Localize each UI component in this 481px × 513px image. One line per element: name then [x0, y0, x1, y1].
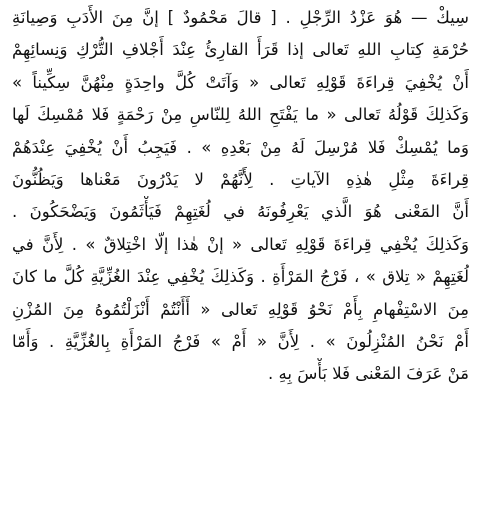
- text-line-3: أَنْ يُخْفِيَ قِراءَةَ قَوْلِهِ تَعالى « وَآتَتْ كُلَّ واحِدَةٍ مِنْهُنَّ سِكِّيناً »: [12, 72, 469, 92]
- text-line-9: لُغَتِهِمْ « تِلاق » ، فَرْجُ المَرْأَةِ . وَكَذلِكَ يُخْفِي عِنْدَ الغُزِّيَّةِ كُلَّ ما كانَ: [12, 267, 469, 287]
- text-line-1: سِيكْ — هُوَ عَزْدُ الرِّجْلِ . [ قالَ مَحْمُودٌ ] إنَّ مِنَ الأَدَبِ وَصِيانَةِ: [12, 8, 469, 27]
- text-line-12: مَنْ عَرَفَ المَعْنى فَلا بَأْسَ بِهِ .: [268, 364, 469, 384]
- text-line-2: حُرْمَةِ كِتابِ اللهِ تَعالى إذا قَرَأَ القارِئُ عِنْدَ أَجْلافِ التُّرْكِ وَنِسائِهِمْ: [12, 40, 469, 60]
- text-line-8: وَكَذلِكَ يُخْفِي قِراءَةَ قَوْلِهِ تَعالى « إنْ هٰذا إلّا اخْتِلاقٌ » . لِأَنَّ في: [12, 234, 469, 254]
- text-line-7: أَنَّ المَعْنى هُوَ الَّذي يَعْرِفُونَهُ في لُغَتِهِمْ فَيَأْثَمُونَ وَيَضْحَكُونَ .: [12, 202, 469, 222]
- text-line-10: مِنَ الاسْتِفْهامِ بِأَمْ نَحْوُ قَوْلِهِ تَعالى « أَأَنْتُمْ أَنْزَلْتُمُوهُ مِنَ المُزْنِ: [12, 299, 469, 319]
- text-line-6: قِراءَةَ مِثْلِ هٰذِهِ الآياتِ . لِأَنَّهُمْ لا يَدْرُونَ مَعْناها وَيَظُنُّونَ: [12, 169, 469, 189]
- text-line-11: أَمْ نَحْنُ المُنْزِلُونَ » . لِأَنَّ « أَمْ » فَرْجُ المَرْأَةِ بِالغُزِّيَّةِ . وَأَمّا: [12, 331, 469, 351]
- text-line-4: وَكَذلِكَ قَوْلُهُ تَعالى « ما يَفْتَحِ اللهُ لِلنّاسِ مِنْ رَحْمَةٍ فَلا مُمْسِكَ لَها: [12, 105, 469, 125]
- text-line-5: وَما يُمْسِكْ فَلا مُرْسِلَ لَهُ مِنْ بَعْدِهِ » . فَيَجِبُ أَنْ يُخْفِيَ عِنْدَهُمْ: [12, 137, 469, 157]
